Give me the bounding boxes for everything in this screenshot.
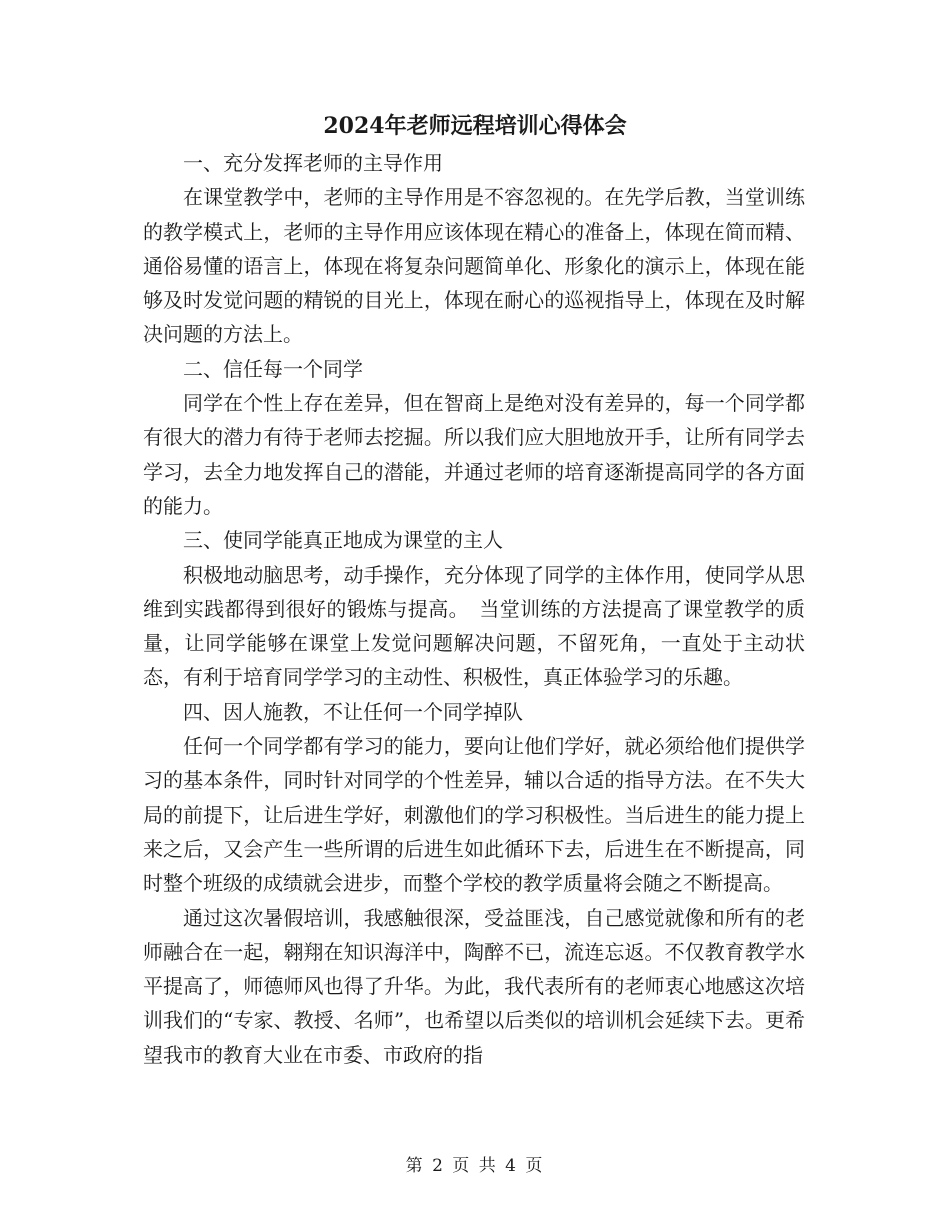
paragraph-1: 在课堂教学中，老师的主导作用是不容忽视的。在先学后教，当堂训练的教学模式上，老师的主导作用应该体现在精心的准备上，体现在简而精、通俗易懂的语言上，体现在将复杂问题简单化、形象化的演示上，体现在能够及时发觉问题的精锐的目光上，体现在耐心的巡视指导上，体现在及时解决问题的方法上。 [143, 185, 805, 347]
document-title: 2024年老师远程培训心得体会 [323, 113, 627, 139]
document-body [143, 146, 805, 1072]
paragraph-4: 任何一个同学都有学习的能力，要向让他们学好，就必须给他们提供学习的基本条件，同时针对同学的个性差异，辅以合适的指导方法。在不失大局的前提下，让后进生学好，刺激他们的学习积极性。当后进生的能力提上来之后，又会产生一些所谓的后进生如此循环下去，后进生在不断提高，同时整个班级的成绩就会进步，而整个学校的教学质量将会随之不断提高。 [143, 734, 805, 896]
section-heading-1: 一、充分发挥老师的主导作用 [183, 151, 443, 175]
section-heading-2: 二、信任每一个同学 [183, 356, 363, 381]
paragraph-3: 积极地动脑思考，动手操作，充分体现了同学的主体作用，使同学从思维到实践都得到很好的锻炼与提高。 当堂训练的方法提高了课堂教学的质量，让同学能够在课堂上发觉问题解决问题，不留死角，一直处于主动状态，有利于培育同学学习的主动性、积极性，真正体验学习的乐趣。 [143, 562, 805, 690]
paragraph-5: 通过这次暑假培训，我感触很深，受益匪浅，自己感觉就像和所有的老师融合在一起，翱翔在知识海洋中，陶醉不已，流连忘返。不仅教育教学水平提高了，师德师风也得了升华。为此，我代表所有的老师衷心地感这次培训我们的“专家、教授、名师”，也希望以后类似的培训机会延续下去。更希望我市的教育大业在市委、市政府的指 [143, 905, 805, 1067]
section-heading-3: 三、使同学能真正地成为课堂的主人 [183, 528, 503, 553]
page-footer: 第 2 页 共 4 页 [405, 1156, 545, 1176]
paragraph-2: 同学在个性上存在差异，但在智商上是绝对没有差异的，每一个同学都有很大的潜力有待于老师去挖掘。所以我们应大胆地放开手，让所有同学去学习，去全力地发挥自己的潜能，并通过老师的培育逐渐提高同学的各方面的能力。 [143, 391, 805, 518]
section-heading-4: 四、因人施教，不让任何一个同学掉队 [183, 699, 523, 724]
